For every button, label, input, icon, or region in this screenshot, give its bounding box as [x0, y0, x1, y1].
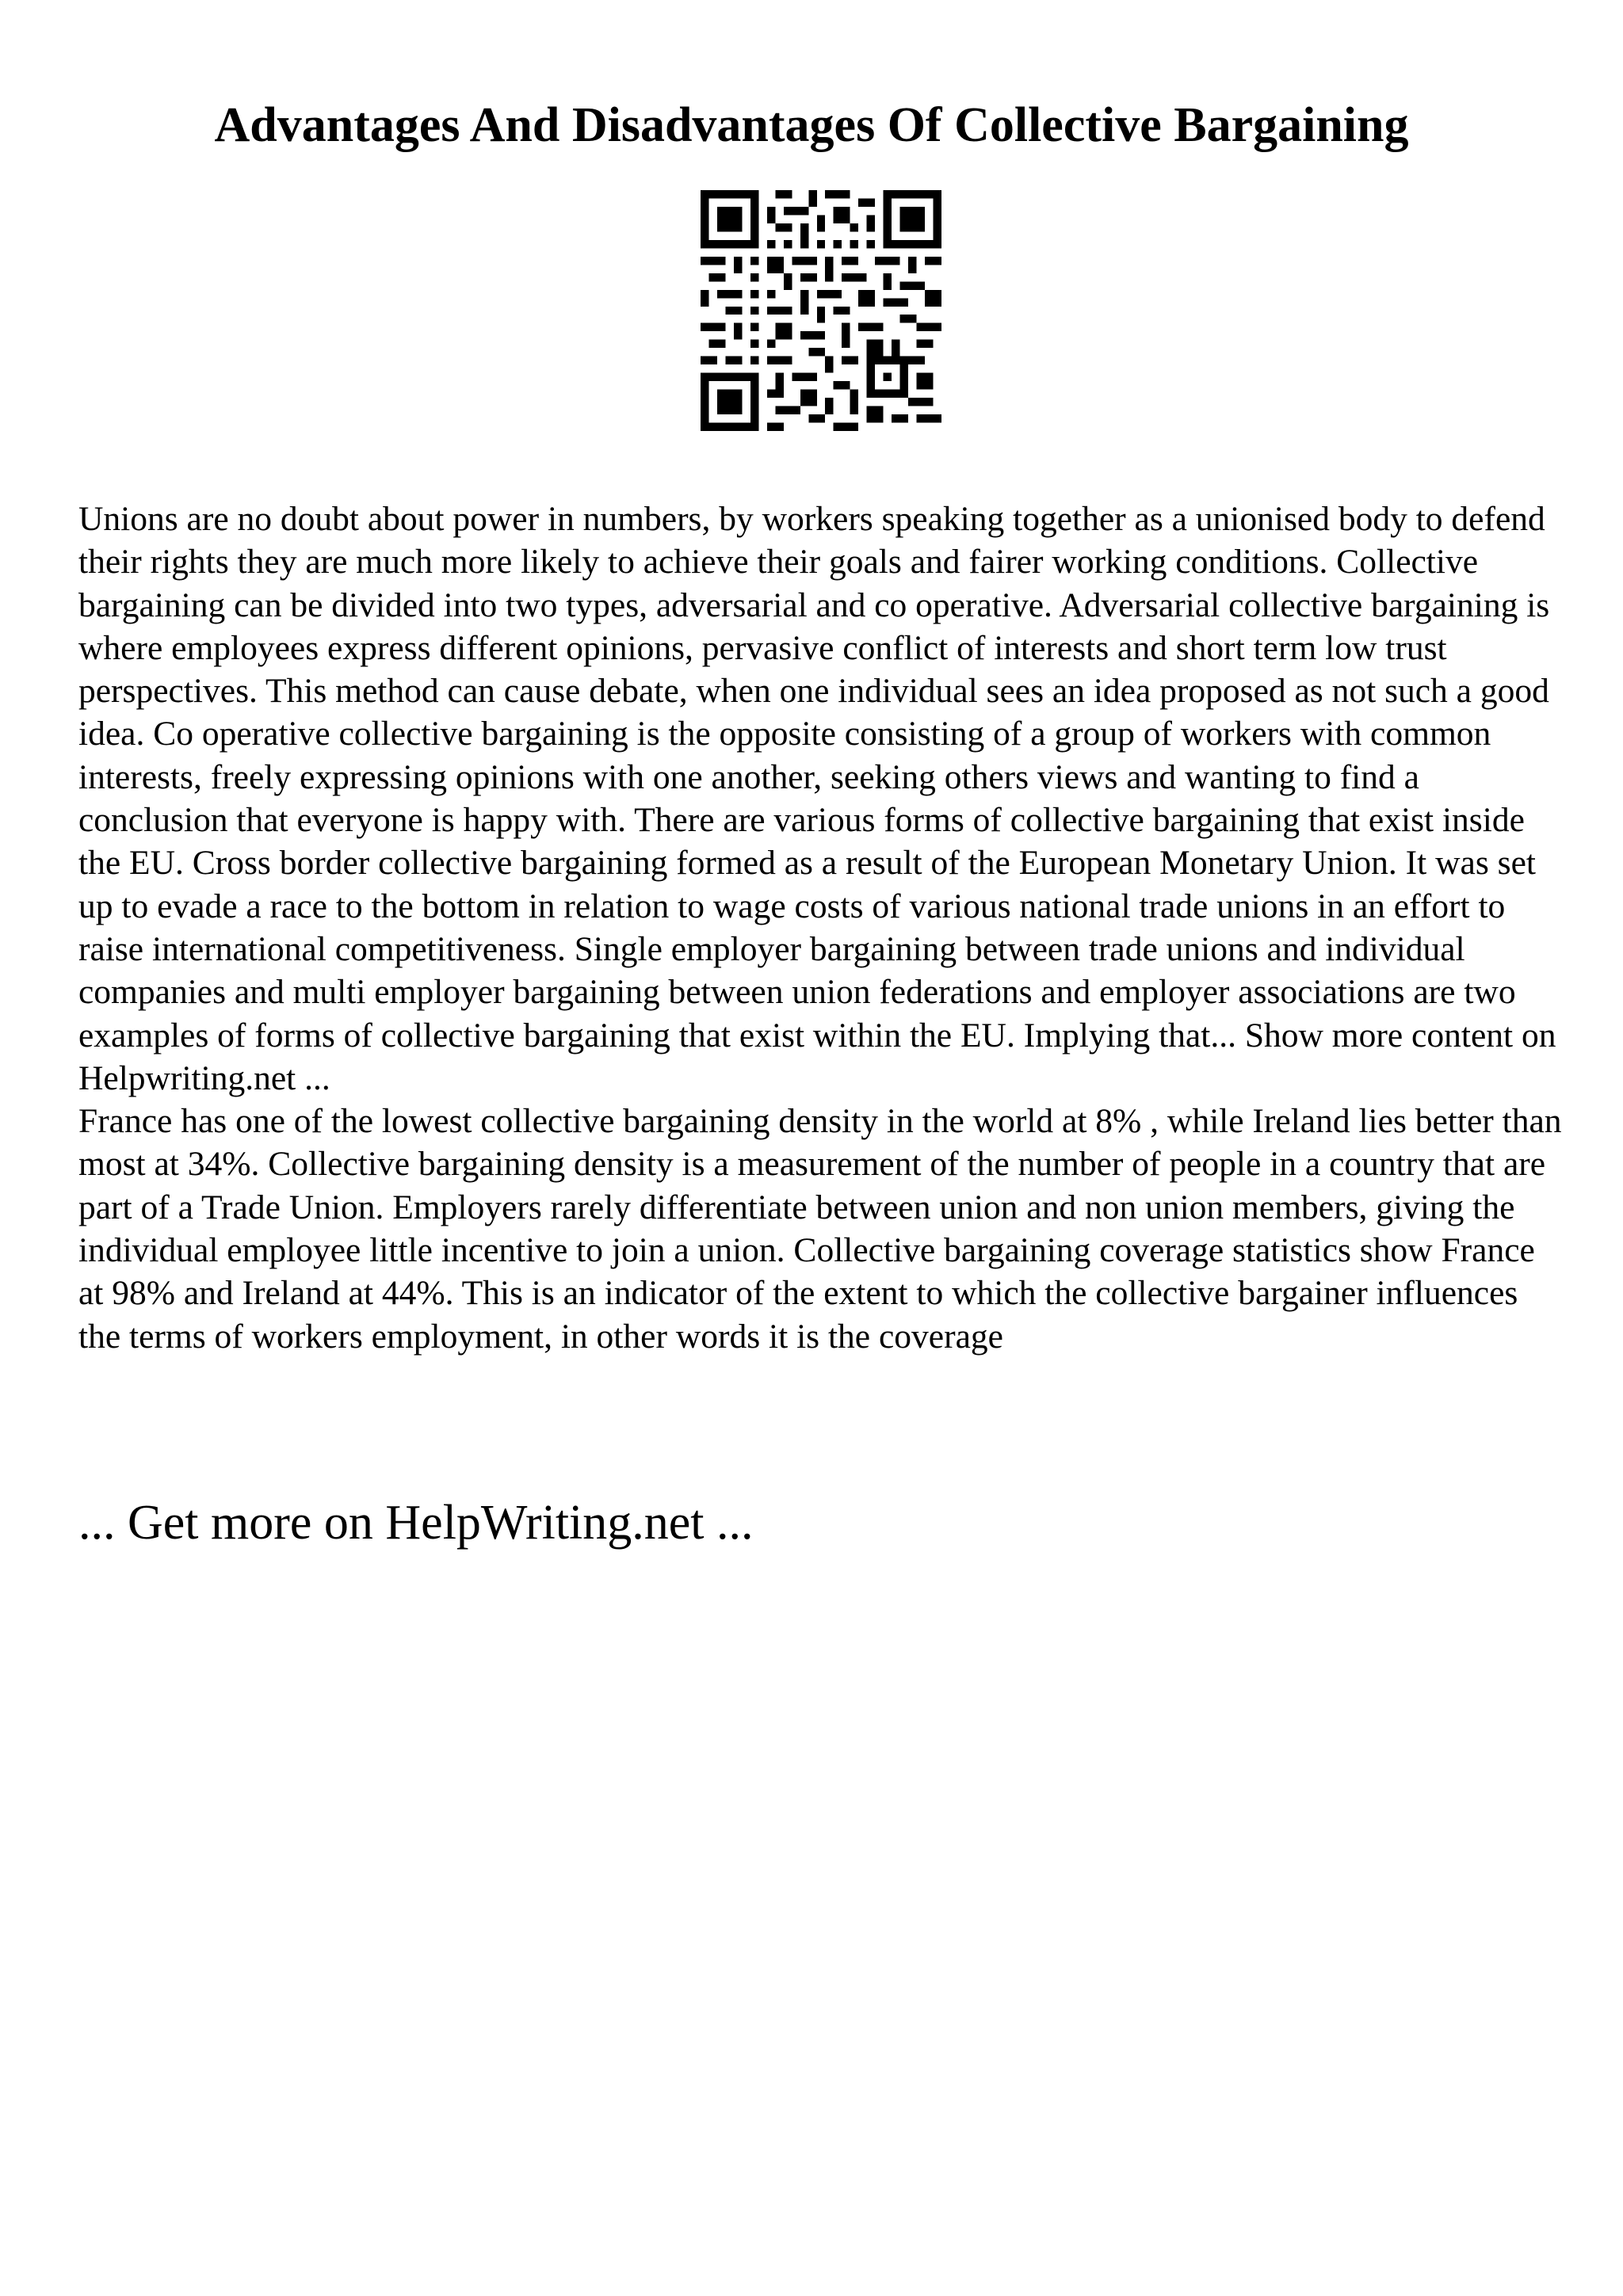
- paragraph-2: France has one of the lowest collective bargaining density in the world at 8% , while Ireland lies better than most at 34%. Collective bargaining density is a measurement of the number of people in a country that are part of a Trade Union. Employers rarely differentiate between union and non union members, giving the individual employee little incentive to join a union. Collective bargaining coverage statistics show France at 98% and Ireland at 44%. This is an indicator of the extent to which the collective bargainer influences the terms of workers employment, in other words it is the coverage: [78, 1102, 1562, 1356]
- get-more-link[interactable]: ... Get more on HelpWriting.net ...: [78, 1496, 754, 1550]
- qr-code-icon: [701, 190, 941, 431]
- document-title: Advantages And Disadvantages Of Collective Bargaining: [214, 98, 1409, 152]
- article-body: [78, 498, 1568, 1358]
- paragraph-1: Unions are no doubt about power in numbers, by workers speaking together as a unionised body to defend their rights they are much more likely to achieve their goals and fairer working conditions. Collective bargaining can be divided into two types, adversarial and co operative. Adversarial collective bargaining is where employees express different opinions, pervasive conflict of interests and short term low trust perspectives. This method can cause debate, when one individual sees an idea proposed as not such a good idea. Co operative collective bargaining is the opposite consisting of a group of workers with common interests, freely expressing opinions with one another, seeking others views and wanting to find a conclusion that everyone is happy with. There are various forms of collective bargaining that exist inside the EU. Cross border collective bargaining formed as a result of the European Monetary Union. It was set up to evade a race to the bottom in relation to wage costs of various national trade unions in an effort to raise international competitiveness. Single employer bargaining between trade unions and individual companies and multi employer bargaining between union federations and employer associations are two examples of forms of collective bargaining that exist within the EU. Implying that... Show more content on Helpwriting.net ...: [78, 500, 1556, 1097]
